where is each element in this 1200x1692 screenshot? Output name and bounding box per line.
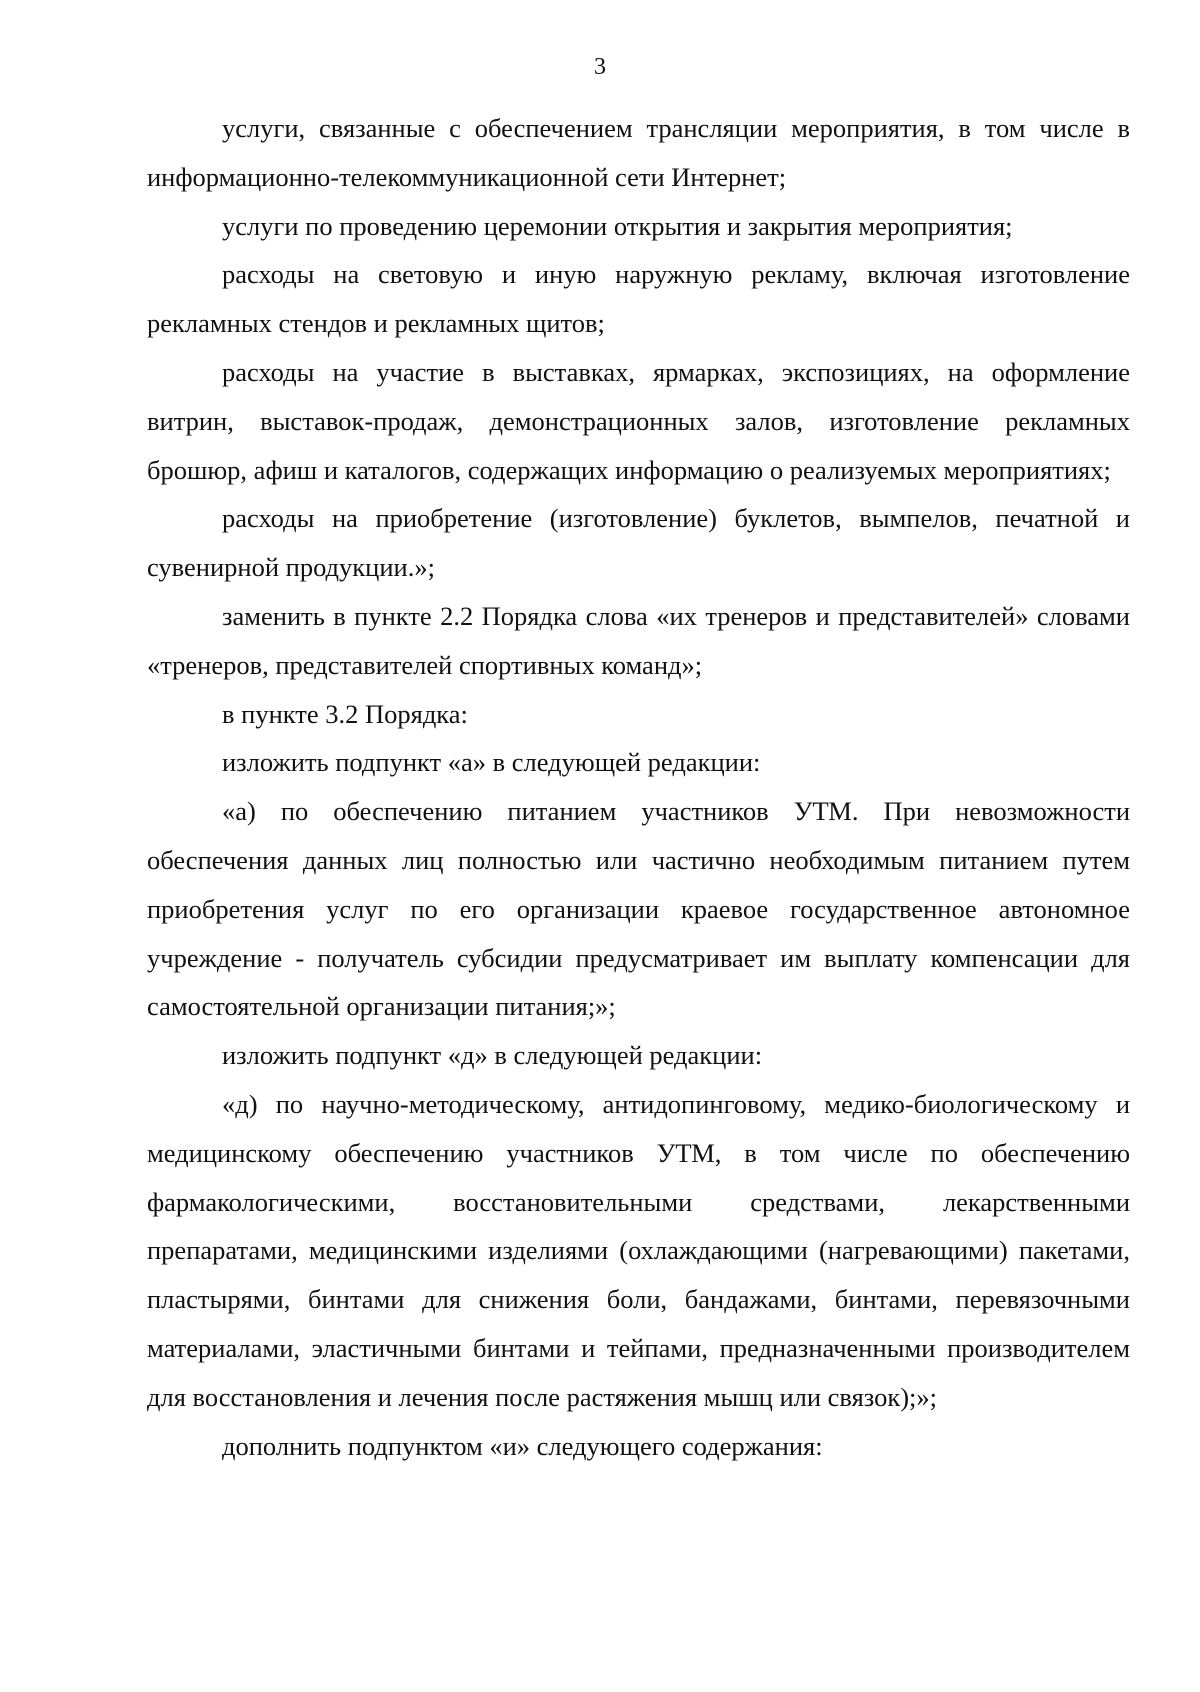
paragraph-subclause-a-intro: изложить подпункт «а» в следующей редакции: [222, 747, 761, 778]
page-number: 3 [594, 54, 606, 80]
paragraph-ceremony-services: услуги по проведению церемонии открытия и закрытия мероприятия; [222, 210, 1013, 241]
paragraph-outdoor-advertising: расходы на световую и иную наружную рекламу, включая изготовление рекламных стендов и рекламных щитов; [147, 259, 1130, 339]
paragraph-subclause-d-intro: изложить подпункт «д» в следующей редакции: [222, 1040, 763, 1071]
paragraph-souvenir-products: расходы на приобретение (изготовление) буклетов, вымпелов, печатной и сувенирной продукции.»; [147, 503, 1130, 583]
paragraph-clause-2-2-replacement: заменить в пункте 2.2 Порядка слова «их тренеров и представителей» словами «тренеров, представителей спортивных команд»; [147, 600, 1130, 680]
paragraph-subclause-d-text: «д) по научно-методическому, антидопинговому, медико-биологическому и медицинскому обеспечению участников УТМ, в том числе по обеспечению фармакологическими, восстановительными средствами, лекарственными препаратами, медицинскими изделиями (охлаждающими (нагревающими) пакетами, пластырями, бинтами для снижения боли, бандажами, бинтами, перевязочными материалами, эластичными бинтами и тейпами, предназначенными производителем для восстановления и лечения после растяжения мышц или связок);»; [147, 1088, 1130, 1412]
paragraph-broadcast-services: услуги, связанные с обеспечением трансляции мероприятия, в том числе в информационно-телекоммуникационной сети Интернет; [147, 113, 1130, 192]
paragraph-subclause-i-intro: дополнить подпунктом «и» следующего содержания: [222, 1430, 823, 1461]
paragraph-exhibition-expenses: расходы на участие в выставках, ярмарках, экспозициях, на оформление витрин, выставок-продаж, демонстрационных залов, изготовление рекламных брошюр, афиш и каталогов, содержащих информацию о реализуемых мероприятиях; [147, 356, 1130, 485]
paragraph-clause-3-2-heading: в пункте 3.2 Порядка: [222, 698, 468, 729]
paragraph-subclause-a-text: «а) по обеспечению питанием участников УТМ. При невозможности обеспечения данных лиц полностью или частично необходимым питанием путем приобретения услуг по его организации краевое государственное автономное учреждение - получатель субсидии предусматривает им выплату компенсации для самостоятельной организации питания;»; [147, 796, 1130, 1022]
document-body [147, 104, 1130, 1470]
